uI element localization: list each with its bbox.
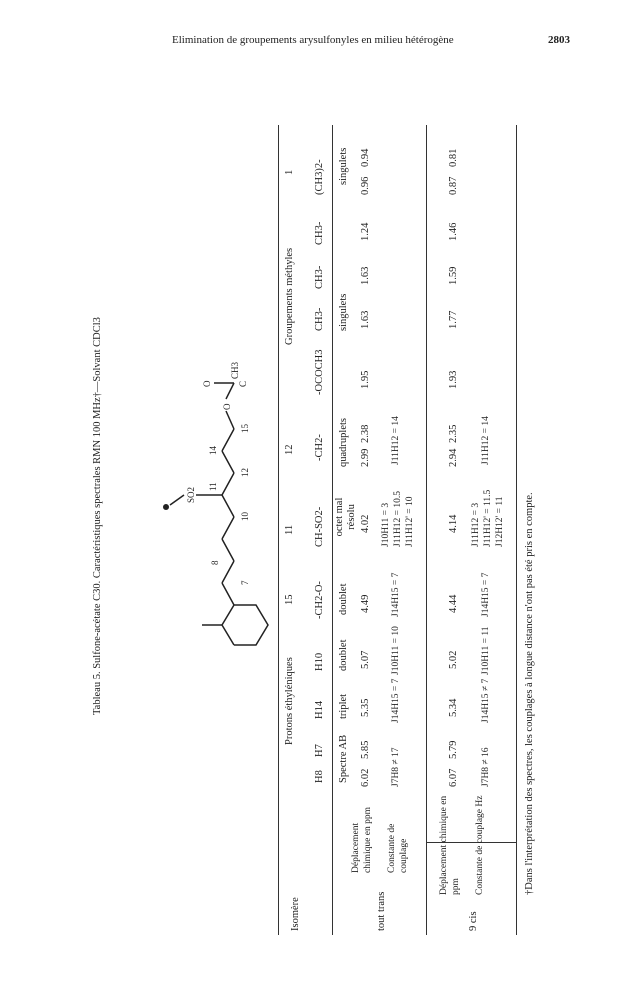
label-ch3: CH3 [230, 361, 240, 379]
trans-coupling-14-15: J14H15 = 7 [391, 678, 401, 723]
trans-shift-ch3-a: 1.63 [360, 310, 371, 329]
cis-shift-ch2-b: 2.35 [448, 424, 459, 443]
trans-shift-h8: 6.02 [360, 768, 371, 787]
rotated-table-page [86, 105, 566, 955]
c1-header: 1 [284, 169, 295, 175]
note-doublet-ch2o: doublet [338, 583, 349, 615]
running-header-title: Elimination de groupements arysulfonyles en milieu hétérogène [172, 34, 454, 46]
note-singulets-b: singulets [338, 147, 349, 185]
trans-coupling-12-12p: J11H12 = 14 [391, 416, 401, 465]
subheader-ococh3: -OCOCH3 [314, 349, 325, 395]
cis-coupling-11-12p: J11H12' = 11.5 [483, 489, 493, 547]
label-so2: SO2 [186, 486, 196, 503]
running-header [0, 34, 624, 50]
trans-shift-ch3-c: 1.24 [360, 222, 371, 241]
label-o2: O [202, 380, 212, 387]
trans-shift-h14: 5.35 [360, 698, 371, 717]
subheader-ch3-c: CH3- [314, 221, 325, 245]
note-octet: octet mal résolu [334, 497, 357, 537]
subheader-h14: H14 [314, 700, 325, 719]
note-triplet: triplet [338, 693, 349, 719]
trans-coupling-11-12p: J11H12' = 10 [405, 496, 415, 547]
cis-shift-ococh3: 1.93 [448, 370, 459, 389]
cis-shift-ch2o: 4.44 [448, 594, 459, 613]
cis-coupling-12-12p-b: J11H12 = 14 [481, 416, 491, 465]
deplacement-label-trans: Déplacement chimique en ppm [351, 807, 373, 873]
trans-shift-ch2o: 4.49 [360, 594, 371, 613]
subheader-h10: H10 [314, 652, 325, 671]
cis-coupling-12-12p: J12H12' = 11 [495, 496, 505, 547]
label-8: 8 [210, 560, 220, 565]
cis-coupling-10-11: J10H11 = 11 [481, 626, 491, 675]
cis-shift-ch3-c: 1.46 [448, 222, 459, 241]
cis-coupling-7-8: J7H8 ≠ 16 [481, 747, 491, 787]
label-14: 14 [208, 446, 218, 455]
subheader-ch3-2: (CH3)2- [314, 159, 325, 195]
trans-shift-ch2-a: 2.99 [360, 448, 371, 467]
trans-shift-h10: 5.07 [360, 650, 371, 669]
trans-coupling-15-14: J14H15 = 7 [391, 572, 401, 617]
molecule-structure [126, 355, 276, 655]
note-singulets-a: singulets [338, 293, 349, 331]
c12-header: 12 [284, 444, 295, 455]
c15-header: 15 [284, 594, 295, 605]
isomer-9-cis: 9 cis [468, 911, 479, 931]
cis-coupling-15-14: J14H15 = 7 [481, 572, 491, 617]
cis-shift-h14: 5.34 [448, 698, 459, 717]
note-quadruplets: quadruplets [338, 418, 349, 467]
cis-shift-ch2-a: 2.94 [448, 448, 459, 467]
label-o1: O [222, 403, 232, 410]
trans-shift-chso2: 4.02 [360, 514, 371, 533]
constante-label-trans: Constante de couplage [387, 823, 409, 873]
isomere-header: Isomère [290, 897, 301, 931]
cis-shift-chso2: 4.14 [448, 514, 459, 533]
trans-shift-ococh3: 1.95 [360, 370, 371, 389]
trans-shift-gem-b: 0.94 [360, 148, 371, 167]
label-15: 15 [240, 424, 250, 433]
cis-coupling-14-15: J14H15 ≠ 7 [481, 678, 491, 723]
subheader-ch3-a: CH3- [314, 307, 325, 331]
trans-coupling-7-8: J7H8 ≠ 17 [391, 747, 401, 787]
note-spectre-ab: Spectre AB [338, 734, 349, 783]
trans-coupling-11-12: J11H12 = 10.5 [393, 491, 403, 547]
constante-label-cis: Constante de couplage Hz [475, 795, 485, 895]
cis-shift-h8: 6.07 [448, 768, 459, 787]
subheader-ch2o: -CH2-O- [314, 581, 325, 619]
cis-shift-h10: 5.02 [448, 650, 459, 669]
trans-coupling-10-11: J10H11 = 10 [391, 626, 401, 675]
note-doublet-h10: doublet [338, 639, 349, 671]
cis-shift-gem-a: 0.87 [448, 176, 459, 195]
isomer-tout-trans: tout trans [376, 891, 387, 931]
deplacement-label-cis: Déplacement chimique en ppm [439, 795, 461, 895]
header-rule [332, 125, 333, 935]
subheader-ch2: -CH2- [314, 434, 325, 461]
label-10: 10 [240, 512, 250, 521]
c11-header: 11 [284, 524, 295, 535]
trans-shift-ch3-b: 1.63 [360, 266, 371, 285]
trans-coupling-11-10: J10H11 = 3 [381, 502, 391, 547]
cis-shift-gem-b: 0.81 [448, 148, 459, 167]
table-bottom-rule [516, 125, 517, 935]
trans-shift-gem-a: 0.96 [360, 176, 371, 195]
protons-header: Protons éthyléniques [284, 657, 295, 745]
subheader-h7: H7 [314, 744, 325, 757]
page-number: 2803 [548, 34, 570, 46]
label-12: 12 [240, 468, 250, 477]
cis-shift-ch3-b: 1.59 [448, 266, 459, 285]
table-top-rule [278, 125, 279, 935]
subheader-h8: H8 [314, 770, 325, 783]
group-rule [426, 125, 427, 935]
table-caption: Tableau 5. Sulfone-acétate C30. Caractéristiques spectrales RMN 100 MHz†—Solvant CDCl3 [92, 317, 103, 715]
cis-shift-ch3-a: 1.77 [448, 310, 459, 329]
trans-shift-h7: 5.85 [360, 740, 371, 759]
label-c: C [238, 380, 248, 387]
cis-shift-h7: 5.79 [448, 740, 459, 759]
label-11: 11 [208, 482, 218, 491]
label-7: 7 [240, 580, 250, 585]
cis-coupling-11-12: J11H12 = 3 [471, 502, 481, 547]
subheader-ch3-b: CH3- [314, 265, 325, 289]
subheader-chso2: CH-SO2- [314, 506, 325, 547]
table-footnote: †Dans l'interprétation des spectres, les couplages à longue distance n'ont pas été pris en compte. [524, 492, 535, 895]
trans-shift-ch2-b: 2.38 [360, 424, 371, 443]
methyles-header: Groupements méthyles [284, 247, 295, 345]
